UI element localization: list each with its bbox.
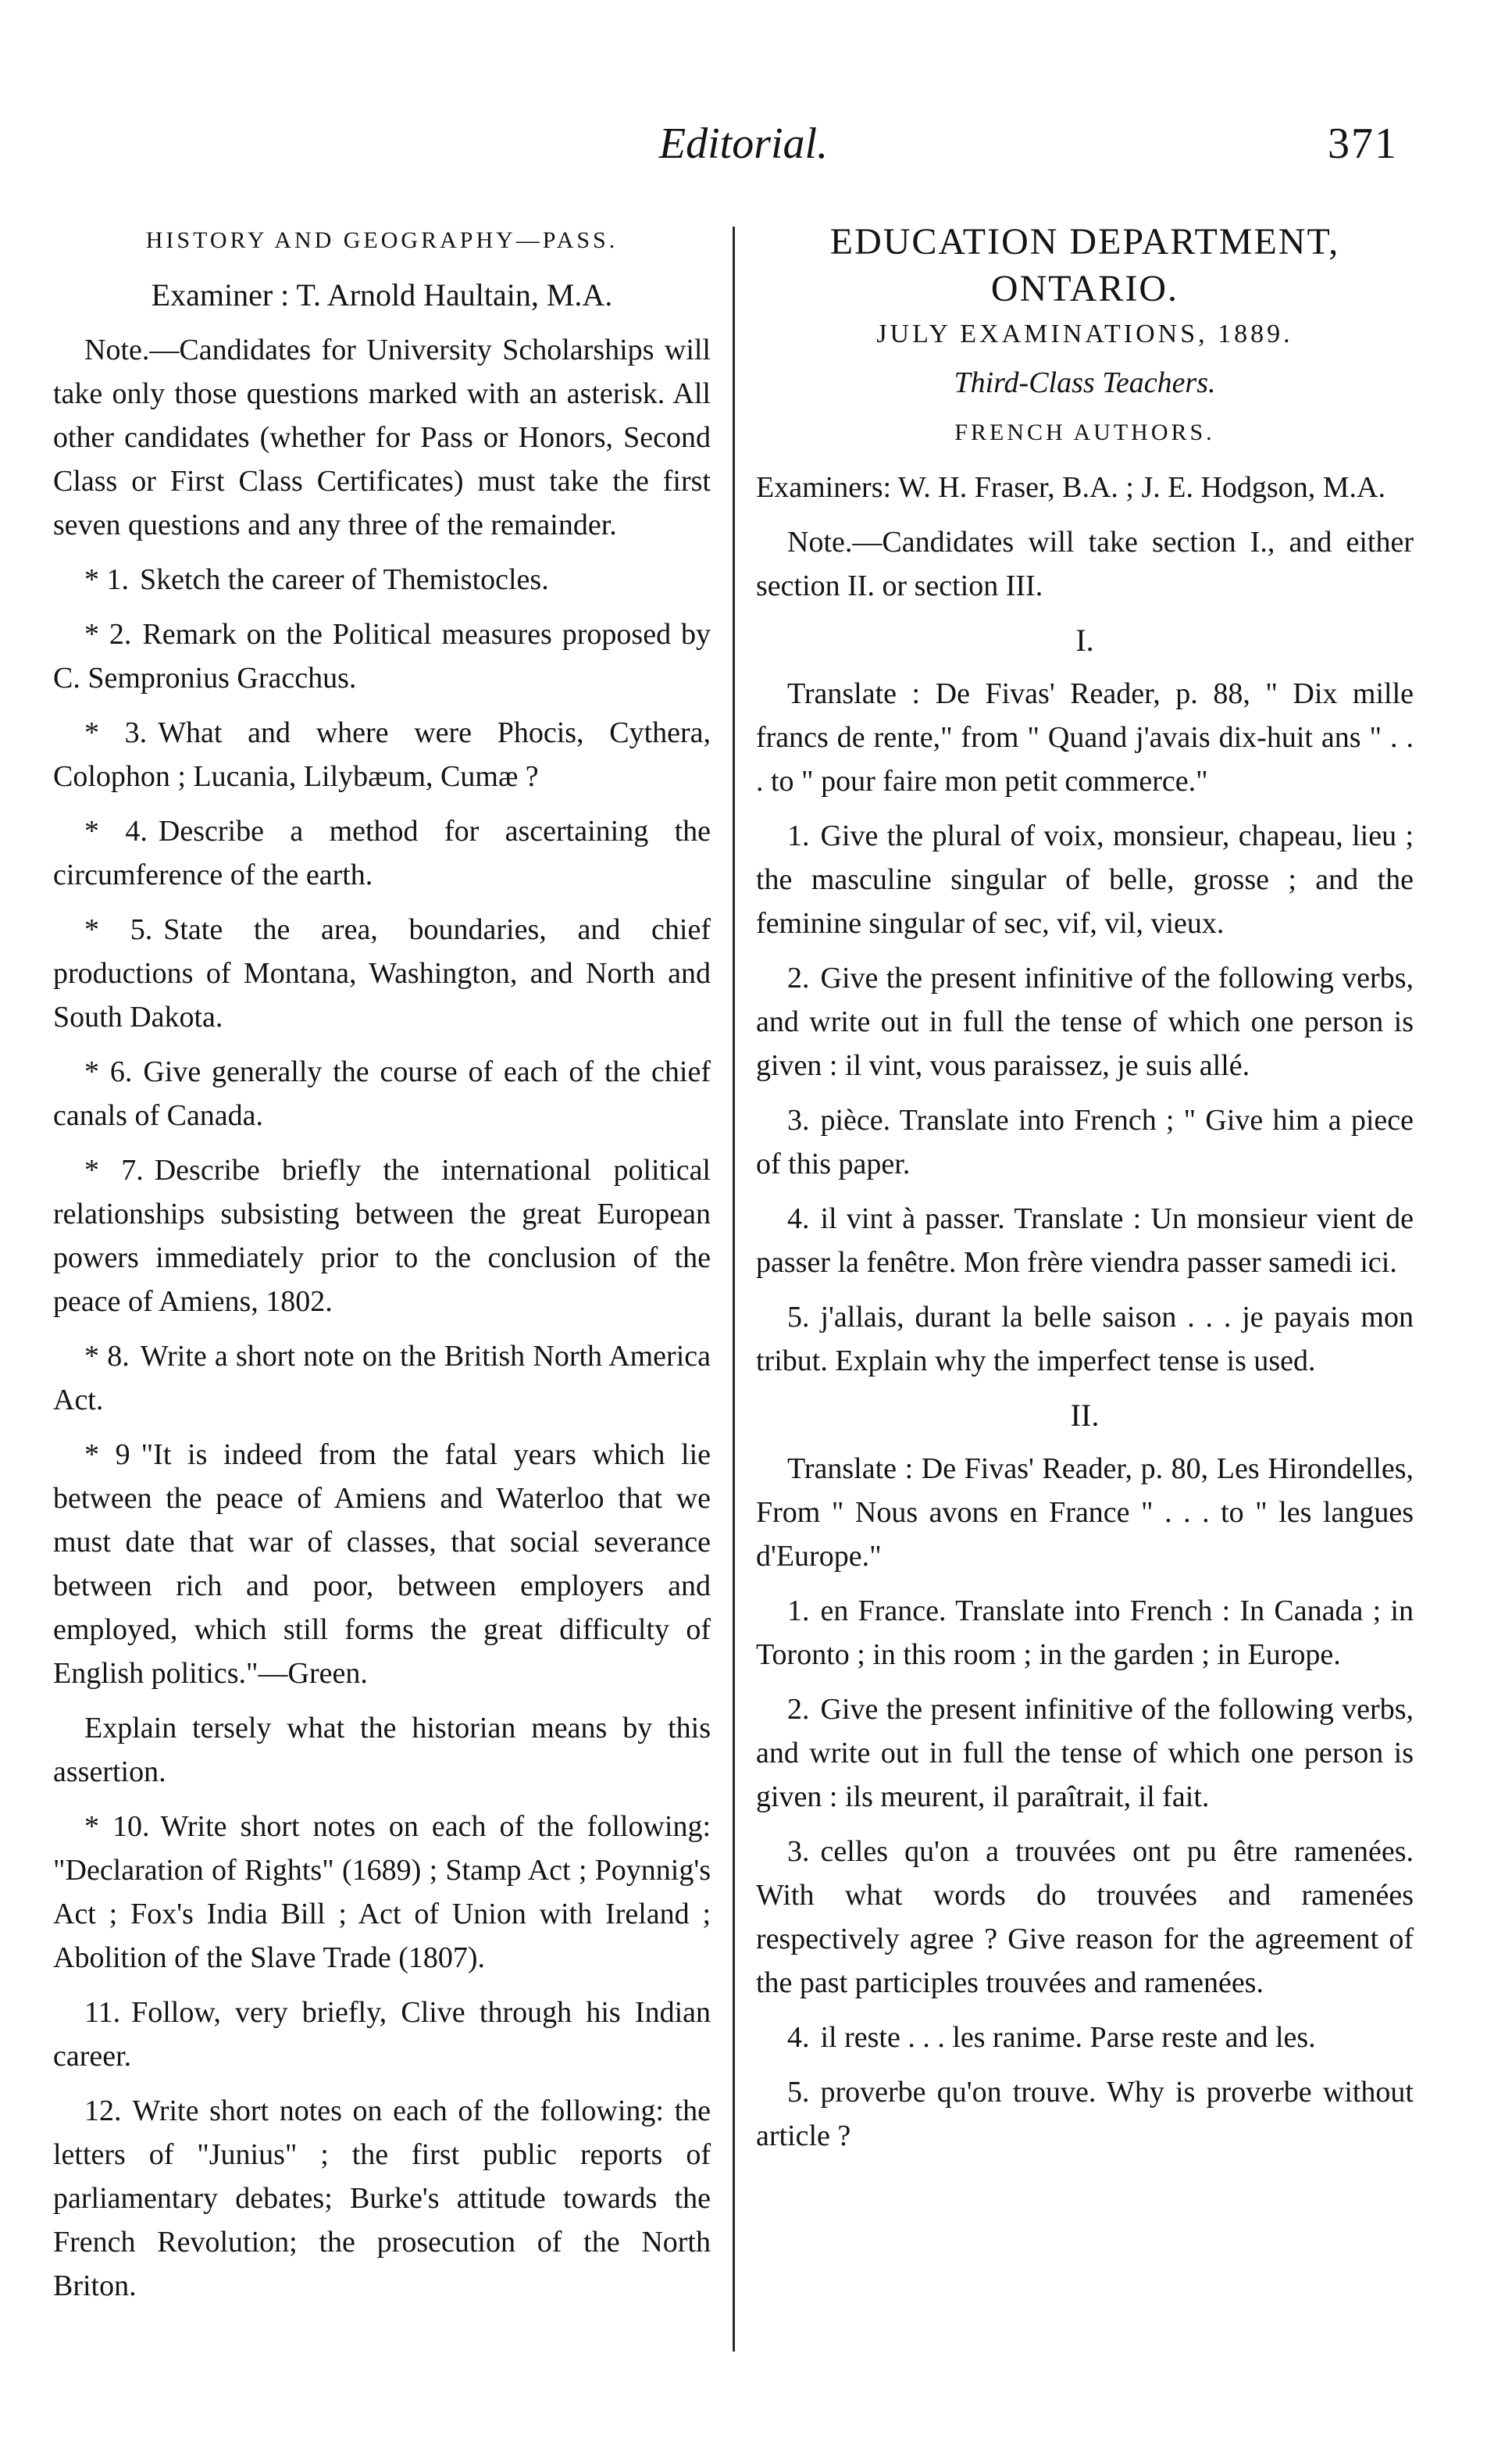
question-text: Write short notes on each of the following: "Declaration of Rights" (1689) ; Stamp Act ; Poynnig's Act ; Fox's India Bill ; Act of Union with Ireland ; Abolition of the Slave Trade (1807). <box>53 1810 711 1974</box>
question-text: il vint à passer. Translate : Un monsieur vient de passer la fenêtre. Mon frère viendra passer samedi ici. <box>756 1202 1414 1279</box>
question <box>756 2016 1414 2059</box>
question-text: pièce. Translate into French ; " Give him a piece of this paper. <box>756 1104 1414 1180</box>
question-number: 4. <box>787 2021 810 2054</box>
translation-passage: Translate : De Fivas' Reader, p. 80, Les Hirondelles, From " Nous avons en France " . . . to " les langues d'Europe." <box>756 1452 1414 1573</box>
question <box>756 1589 1414 1677</box>
question <box>756 1098 1414 1186</box>
exam-line: JULY EXAMINATIONS, 1889. <box>876 320 1293 348</box>
question-text: Write short notes on each of the following: the letters of "Junius" ; the first public reports of parliamentary debates; Burke's attitude towards the French Revolution; the prosecution of the North Briton. <box>53 2094 711 2302</box>
right-column <box>756 219 1414 2169</box>
question-text: Write a short note on the British North America Act. <box>53 1340 711 1416</box>
question-text: j'allais, durant la belle saison . . . je payais mon tribut. Explain why the imperfect tense is used. <box>756 1301 1414 1377</box>
question <box>53 1334 711 1422</box>
question-number: * 3. <box>84 716 148 749</box>
question-text: en France. Translate into French : In Canada ; in Toronto ; in this room ; in the garden ; in Europe. <box>756 1594 1414 1671</box>
question-text: Give generally the course of each of the chief canals of Canada. <box>53 1055 711 1132</box>
running-title: Editorial. <box>658 120 829 168</box>
question-text: il reste . . . les ranime. Parse reste and les. <box>820 2021 1316 2054</box>
question <box>53 612 711 700</box>
question-text: State the area, boundaries, and chief productions of Montana, Washington, and North and South Dakota. <box>53 913 711 1034</box>
question-text: Give the present infinitive of the following verbs, and write out in full the tense of which one person is given : ils meurent, il paraîtrait, il fait. <box>756 1693 1414 1813</box>
question-number: 5. <box>787 2076 810 2109</box>
question <box>756 1687 1414 1819</box>
question-text: Follow, very briefly, Clive through his Indian career. <box>53 1996 711 2073</box>
question-text: Sketch the career of Themistocles. <box>140 563 549 596</box>
examiners-line: Examiners: W. H. Fraser, B.A. ; J. E. Hodgson, M.A. <box>756 471 1385 504</box>
question-text: Give the plural of voix, monsieur, chapeau, lieu ; the masculine singular of belle, grosse ; and the feminine singular of sec, vif, vil, vieux. <box>756 820 1414 940</box>
question <box>756 814 1414 945</box>
question <box>53 1433 711 1695</box>
class-line: Third-Class Teachers. <box>954 366 1216 399</box>
question-text: celles qu'on a trouvées ont pu être ramenées. With what words do trouvées and ramenées respectively agree ? Give reason for the agreement of the past participles trouvées and ramenées. <box>756 1835 1414 1999</box>
question-number: * 2. <box>84 618 132 651</box>
note: Note.—Candidates for University Scholarships will take only those questions marked with an asterisk. All other candidates (whether for Pass or Honors, Second Class or First Class Certificates) must take the first seven questions and any three of the remainder. <box>53 334 711 541</box>
subject-heading: FRENCH AUTHORS. <box>954 420 1215 445</box>
question-text: Describe a method for ascertaining the circumference of the earth. <box>53 815 711 891</box>
question-number: 3. <box>787 1104 810 1137</box>
question <box>53 711 711 798</box>
question-number: * 7. <box>84 1154 144 1187</box>
question-text: Describe briefly the international political relationships subsisting between the great European powers immediately prior to the conclusion of the peace of Amiens, 1802. <box>53 1154 711 1318</box>
question <box>53 809 711 897</box>
question-text: proverbe qu'on trouve. Why is proverbe without article ? <box>756 2076 1414 2152</box>
examiner-line: Examiner : T. Arnold Haultain, M.A. <box>151 277 613 312</box>
question-number: * 8. <box>84 1340 130 1373</box>
question-text: Give the present infinitive of the following verbs, and write out in full the tense of which one person is given : il vint, vous paraissez, je suis allé. <box>756 962 1414 1082</box>
department-title: EDUCATION DEPARTMENT, <box>829 221 1340 262</box>
left-column <box>53 219 711 2319</box>
question-number: * 4. <box>84 815 148 848</box>
question-number: 12. <box>84 2094 122 2127</box>
column-divider <box>733 227 735 2352</box>
question-number: 4. <box>787 1202 810 1235</box>
question-number: 5. <box>787 1301 810 1334</box>
question <box>53 1050 711 1137</box>
section-number: I. <box>1075 623 1094 658</box>
question <box>756 1295 1414 1383</box>
question-number: 1. <box>787 820 810 852</box>
question <box>756 1197 1414 1284</box>
question <box>756 2070 1414 2158</box>
translation-passage: Translate : De Fivas' Reader, p. 88, " Dix mille francs de rente," from " Quand j'avais dix-huit ans " . . . to " pour faire mon petit commerce." <box>756 677 1414 798</box>
question <box>53 1991 711 2078</box>
note: Note.—Candidates will take section I., and either section II. or section III. <box>756 526 1414 602</box>
section-heading: HISTORY AND GEOGRAPHY—PASS. <box>145 227 619 253</box>
question-number: * 6. <box>84 1055 133 1088</box>
question <box>53 1148 711 1323</box>
question-text: Remark on the Political measures proposed by C. Sempronius Gracchus. <box>53 618 711 695</box>
question-number: 11. <box>84 1996 121 2029</box>
question-number: * 5. <box>84 913 153 946</box>
question-number: * 1. <box>84 563 129 596</box>
question <box>53 558 711 602</box>
question <box>53 908 711 1039</box>
question-text: "It is indeed from the fatal years which lie between the peace of Amiens and Waterloo that we must date that war of classes, that social severance between rich and poor, between employers and employed, which still forms the great difficulty of English politics."—Green. <box>53 1438 711 1690</box>
question-number: * 10. <box>84 1810 150 1843</box>
question-number: * 9 <box>84 1438 130 1471</box>
question-number: 3. <box>787 1835 810 1868</box>
department-subtitle: ONTARIO. <box>990 268 1179 309</box>
question <box>53 2089 711 2308</box>
question-text: What and where were Phocis, Cythera, Colophon ; Lucania, Lilybæum, Cumæ ? <box>53 716 711 793</box>
question <box>53 1805 711 1980</box>
question-number: 2. <box>787 1693 810 1726</box>
question <box>756 956 1414 1087</box>
question-number: 2. <box>787 962 810 995</box>
question-followup: Explain tersely what the historian means by this assertion. <box>53 1712 711 1788</box>
page-number: 371 <box>1328 120 1398 168</box>
question-number: 1. <box>787 1594 810 1627</box>
question <box>756 1830 1414 2005</box>
section-number: II. <box>1070 1398 1100 1433</box>
